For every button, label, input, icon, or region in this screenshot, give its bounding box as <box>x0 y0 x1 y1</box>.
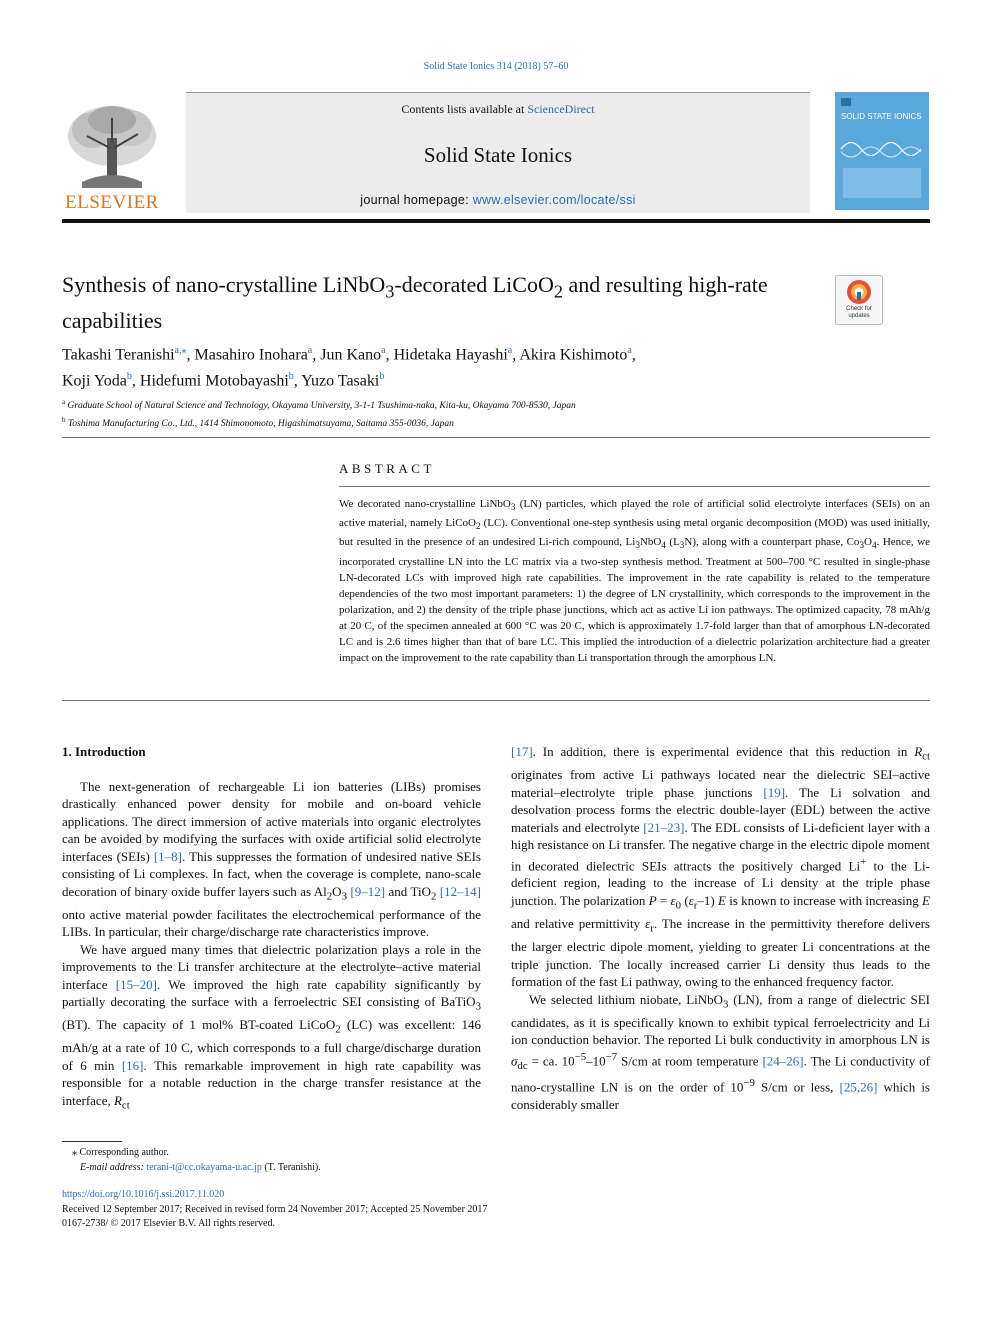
cover-title: SOLID STATE IONICS <box>841 112 922 121</box>
update-icon <box>846 279 872 305</box>
author-name[interactable]: Akira Kishimoto <box>519 346 628 364</box>
journal-name: Solid State Ionics <box>423 143 573 167</box>
corresponding-author-note: ⁎ Corresponding author. <box>72 1147 169 1158</box>
author-list: Takashi Teranishi$^{a,⁎}$, Masahiro Inohara$^a$, Jun Kano$^a$, Hidetaka Hayashi$^a$, Akira Kishimoto$^a$, Koji Yoda$^b$, Hidefumi Motobayashi$^b$, Yuzo Tasaki$^b$ <box>62 345 636 390</box>
badge-line-2: updates <box>848 313 870 319</box>
citation-link[interactable]: [19] <box>763 784 786 800</box>
article-title: Synthesis of nano-crystalline LiNbO$_3$-decorated LiCoO$_2$ and resulting high-rate capabilities <box>62 272 768 334</box>
email-label: E-mail address: <box>80 1161 147 1173</box>
author-name[interactable]: Hidefumi Motobayashi <box>139 372 289 390</box>
author-affiliation-mark[interactable]: a <box>627 345 632 356</box>
citation-link[interactable]: [9–12] <box>350 883 386 899</box>
abstract-separator <box>62 700 930 701</box>
author-affiliation-mark[interactable]: a <box>307 345 313 356</box>
publisher-name: ELSEVIER <box>65 192 159 213</box>
homepage-link[interactable]: www.elsevier.com/locate/ssi <box>472 193 636 207</box>
received-dates: Received 12 September 2017; Received in revised form 24 November 2017; Accepted 25 November 2017 <box>62 1203 488 1215</box>
author-affiliation-mark[interactable]: a <box>507 345 513 356</box>
affiliation-b: $^b$ Toshima Manufacturing Co., Ltd., 1414 Shimonomoto, Higashimatsuyama, Saitama 355-0036, Japan <box>62 416 454 430</box>
journal-homepage <box>186 193 810 207</box>
journal-cover-image <box>835 92 929 210</box>
title-separator <box>62 437 930 438</box>
author-affiliation-mark[interactable]: b <box>288 371 294 383</box>
header-rule <box>62 219 930 223</box>
badge-line-1: Check for <box>846 306 872 312</box>
author-name[interactable]: Jun Kano <box>320 346 382 364</box>
citation-link[interactable]: [16] <box>121 1057 144 1073</box>
citation-link[interactable]: [25,26] <box>839 1079 878 1095</box>
article-history <box>62 1188 922 1232</box>
author-name[interactable]: Koji Yoda <box>62 372 127 390</box>
abstract-rule <box>339 486 930 487</box>
contents-line <box>186 102 810 117</box>
author-name[interactable]: Hidetaka Hayashi <box>393 346 508 364</box>
footnotes <box>62 1146 762 1175</box>
author-name[interactable]: Masahiro Inohara <box>194 346 308 364</box>
author-name[interactable]: Yuzo Tasaki <box>301 372 380 390</box>
body-column-right <box>511 743 930 1113</box>
author-affiliation-mark[interactable]: a <box>381 345 386 356</box>
body-paragraph: The next-generation of rechargeable Li ion batteries (LIBs) promises drastically enhanced power density for mobile and on-board vehicle applications. The direct immersion of active materials into organic electrolytes can be avoided by modifying the surfaces with oxide artificial solid electrolyte interfaces (SEIs) [1–8]. This suppresses the formation of undesired native SEIs consisting of Li complexes. In fact, when the coverage is complete, nano-scale decoration of binary oxide buffer layers such as $Al_2O_3$ [9–12] and TiO$_2$ [12–14] onto active material powder facilitates the electrochemical performance of the LIBs. In particular, their charge/discharge rate characteristics improve. <box>62 778 482 940</box>
author-affiliation-mark[interactable]: b <box>126 371 132 383</box>
abstract-heading: ABSTRACT <box>339 461 435 476</box>
body-column-left <box>62 743 481 1115</box>
footnote-rule <box>62 1141 122 1142</box>
email-line <box>62 1161 762 1176</box>
author-affiliation-mark[interactable]: b <box>379 371 385 383</box>
contents-prefix: Contents lists available at <box>401 102 528 116</box>
copyright-line: 0167-2738/ © 2017 Elsevier B.V. All rights reserved. <box>62 1218 275 1229</box>
citation-link[interactable]: [12–14] <box>439 883 482 899</box>
affiliation-a: $^a$ Graduate School of Natural Science and Technology, Okayama University, 3-1-1 Tsushima-naka, Kita-ku, Okayama 700-8530, Japan <box>62 398 576 412</box>
journal-header-box <box>186 92 810 213</box>
email-link[interactable]: terani-t@cc.okayama-u.ac.jp <box>146 1161 262 1173</box>
doi-link[interactable]: https://doi.org/10.1016/j.ssi.2017.11.020 <box>62 1189 225 1200</box>
check-for-updates-text <box>836 306 882 320</box>
body-paragraph: We selected lithium niobate, LiNbO$_3$ (LN), from a range of dielectric SEI candidates, as it is specifically known to exhibit typical ferroelectricity and Li ion conduction behavior. The reported Li bulk conductivity in amorphous LN is $\sigma_{dc}$ = ca. $10^{-5}-10^{-7}$ S/cm at room temperature [24–26]. The Li conductivity of nano-crystalline LN is on the order of $10^{-9}$ S/cm or less, [25,26] which is considerably smaller <box>511 991 930 1112</box>
abstract-text: We decorated nano-crystalline LiNbO$_3$ (LN) particles, which played the role of artificial solid electrolyte interfaces (SEIs) on an active material, namely LiCoO$_2$ (LC). Conventional one-step synthesis using metal organic decomposition (MOD) was used initially, but resulted in the presence of an undesired Li-rich compound, $Li_3NbO_4$ $(L_3N)$, along with a counterpart phase, $Co_3O_4$. Hence, we incorporated crystalline LN into the LC matrix via a two-step synthesis method. Treatment at 500–700 °C resulted in single-phase LN-decorated LCs with improved high rate capabilities. The improvement in the rate capability is related to the temperature dependencies of the two most important parameters: 1) the degree of LN crystallinity, which corresponds to the improvement in the polarization, and 2) the density of the triple phase junctions, which act as active Li ion pathways. The optimized capacity, 78 mAh/g at 20 C, of the specimen annealed at 600 °C was 20 C, which is approximately 1.7-fold larger than that of amorphous LN-decorated LC and is 2.6 times higher than that of bare LC. This implied the introduction of a dielectric polarization architecture had a greater impact on the improvement to the rate capability than Li transportation through the amorphous LN. <box>339 498 930 664</box>
email-suffix: (T. Teranishi). <box>261 1161 321 1173</box>
author-name[interactable]: Takashi Teranishi <box>62 346 175 364</box>
citation-link[interactable]: [17] <box>511 744 533 759</box>
citation-link[interactable]: [24–26] <box>762 1053 804 1069</box>
body-paragraph: [17]. In addition, there is experimental evidence that this reduction in $R_{ct}$ originates from active Li pathways located near the dielectric SEI–active material–electrolyte triple phase junctions [19]. The Li solvation and desolvation process forms the electric double-layer (EDL) between the active materials and electrolyte [21–23]. The EDL consists of Li-deficient layer with a high resistance on Li transfer. The negative charge in the electric dipole moment in decorated dielectric SEIs attracts the positively charged Li+ to the Li-deficient region, leading to the increase of Li density at the triple phase junction. The polarization $P = \varepsilon_0$ $(\varepsilon_r-1)$ E is known to increase with increasing E and relative permittivity $\varepsilon_r$. The increase in the permittivity therefore delivers the larger electric dipole moment, yielding to greater Li concentrations at the triple junction. The locally increased carrier Li density thus leads to the formation of the fast Li pathway, owing to the enhanced frequency factor. <box>511 744 931 990</box>
homepage-prefix: journal homepage: <box>360 193 473 207</box>
body-paragraph: We have argued many times that dielectric polarization plays a role in the improvements to the Li transfer architecture at the electrolyte–active material interface [15–20]. We improved the high rate capability significantly by partially decorating the surface with a ferroelectric SEI consisting of BaTiO$_3$ (BT). The capacity of 1 mol% BT-coated LiCoO$_2$ (LC) was excellent: 146 mAh/g at a rate of 10 C, which corresponds to a full charge/discharge duration of 6 min [16]. This remarkable improvement in high rate capability was responsible for a notable reduction in the charge transfer resistance at the interface, $R_{ct}$ <box>62 941 481 1112</box>
sciencedirect-link[interactable]: ScienceDirect <box>527 102 595 116</box>
journal-citation[interactable]: Solid State Ionics 314 (2018) 57–60 <box>423 61 569 72</box>
citation-link[interactable]: [21–23] <box>643 819 685 835</box>
check-for-updates-badge[interactable] <box>835 275 883 325</box>
author-affiliation-mark[interactable]: a,⁎ <box>174 345 187 356</box>
section-heading-introduction: 1. Introduction <box>62 744 146 759</box>
citation-link[interactable]: [1–8] <box>153 848 183 864</box>
affiliations <box>62 395 922 431</box>
citation-link[interactable]: [15–20] <box>115 976 157 992</box>
